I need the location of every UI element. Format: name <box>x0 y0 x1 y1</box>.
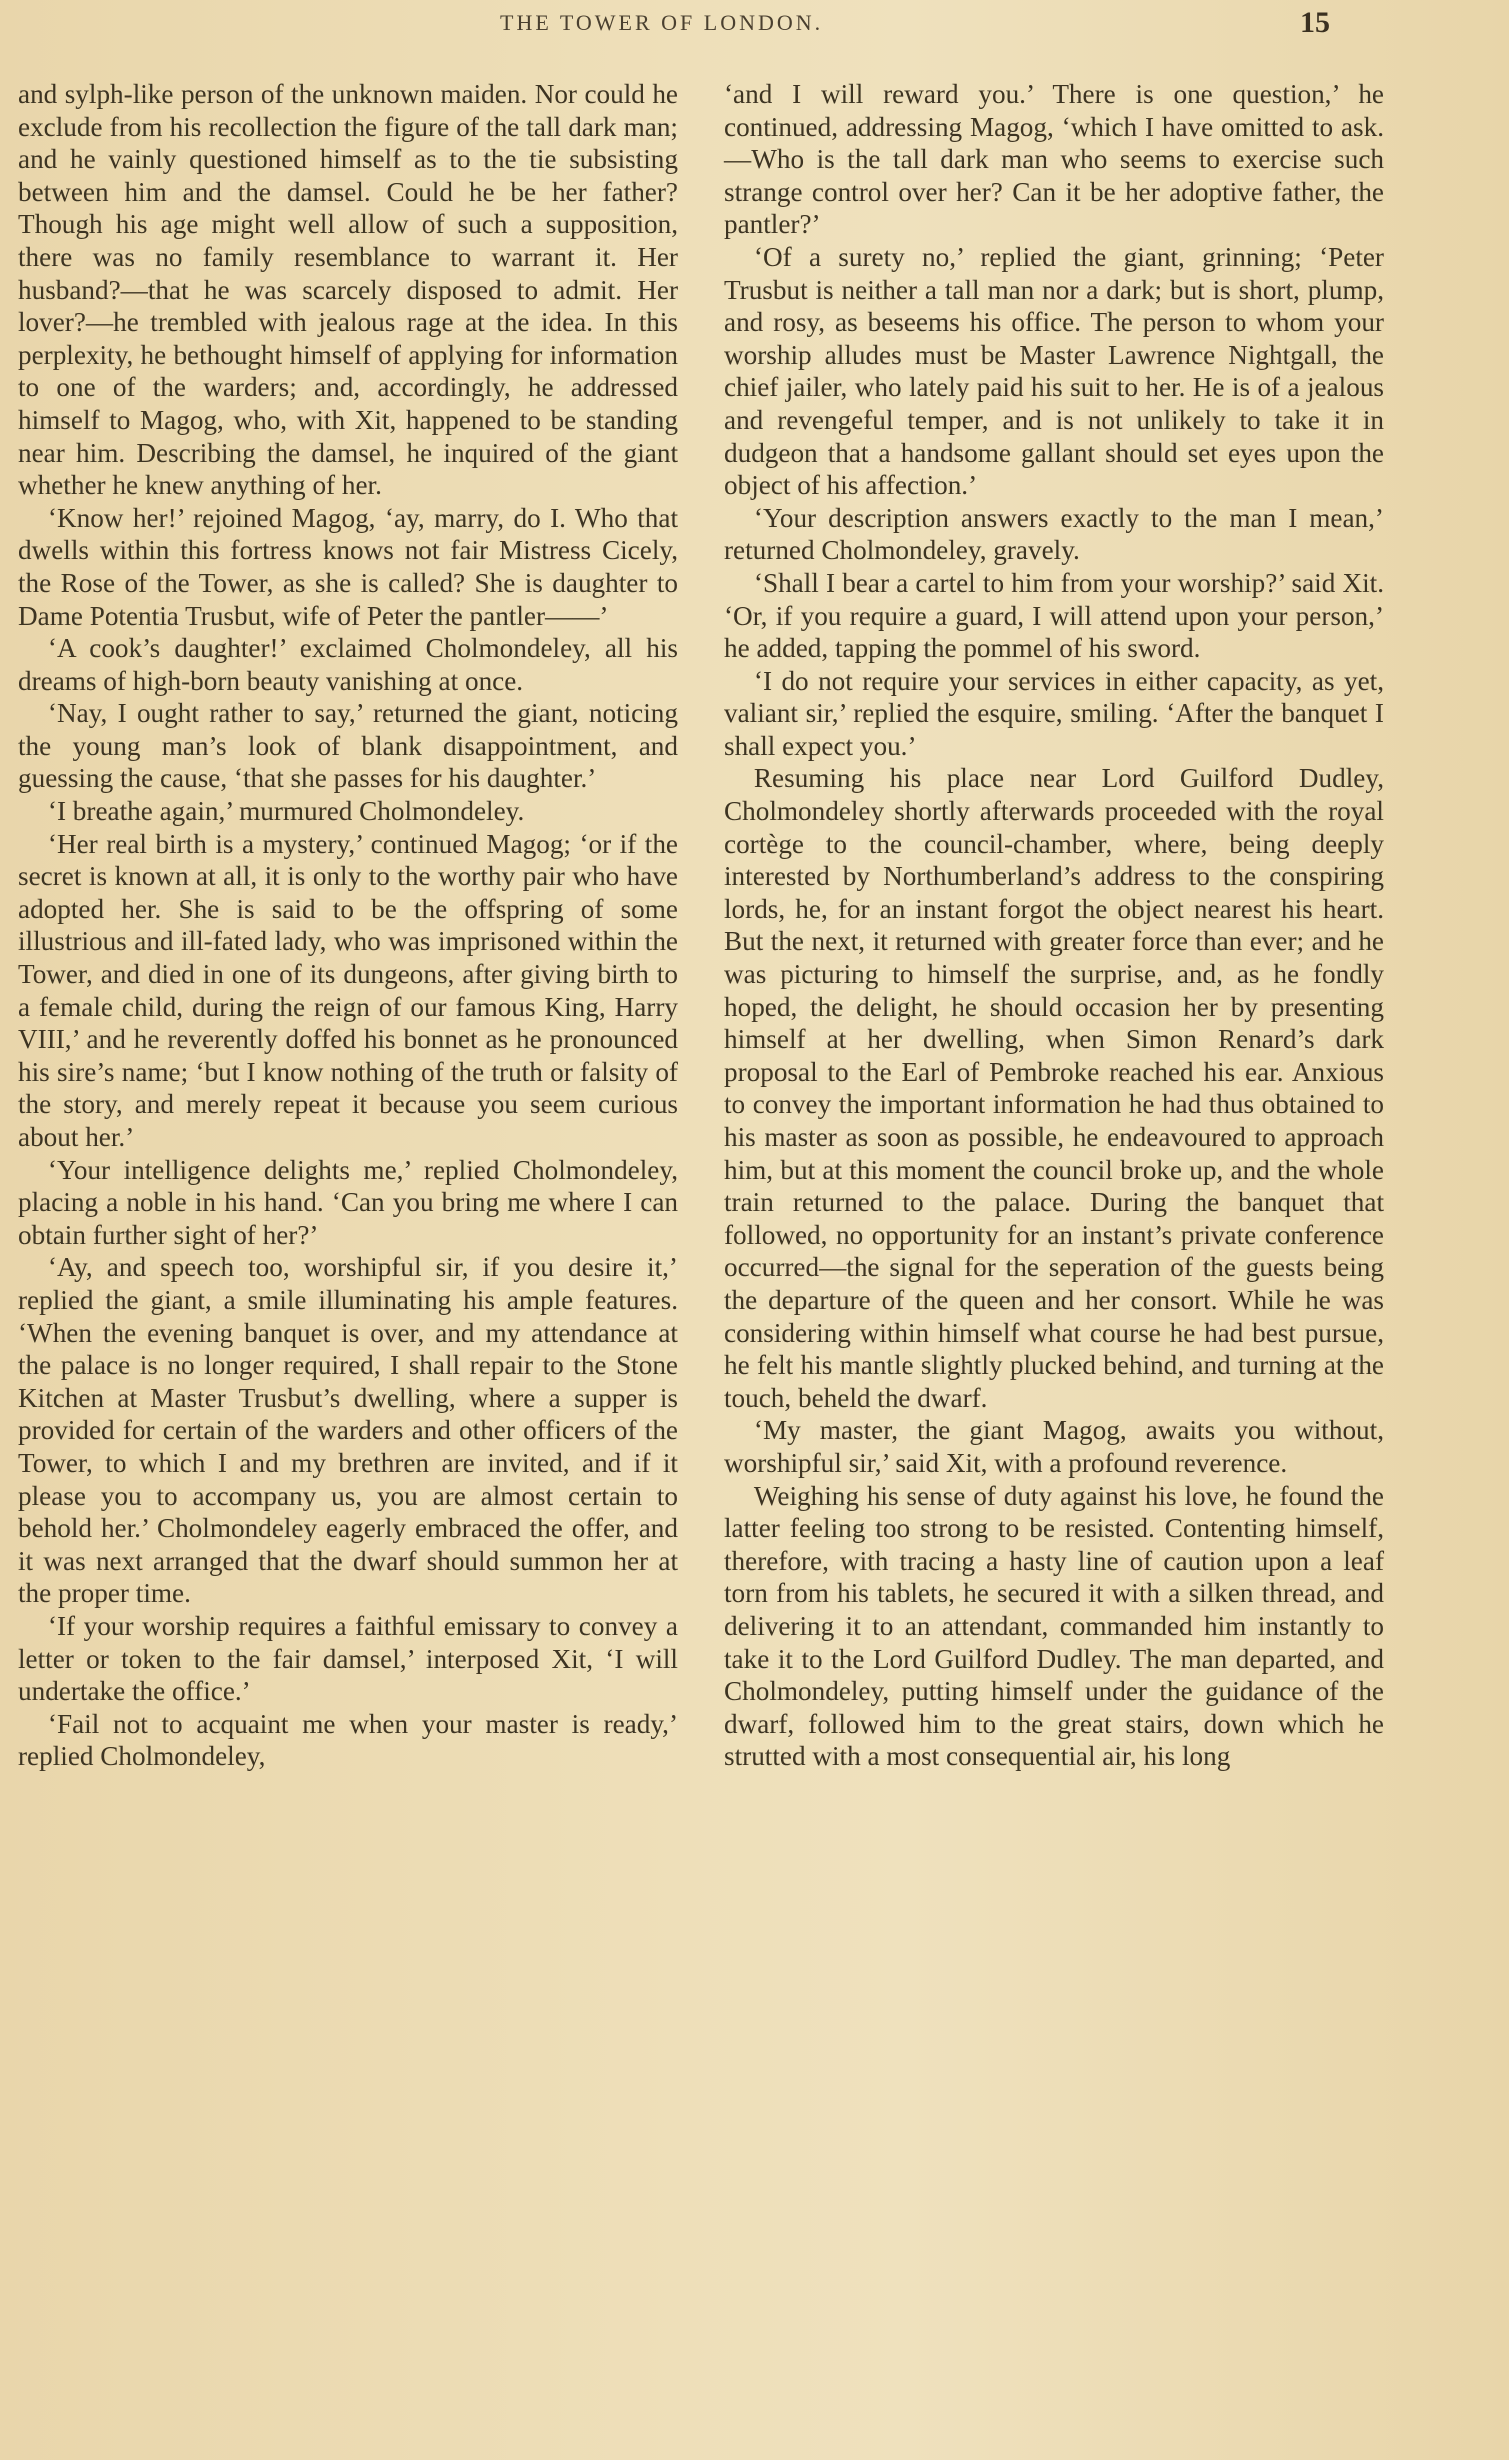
running-title: THE TOWER OF LONDON. <box>500 10 824 35</box>
paragraph: ‘Shall I bear a cartel to him from your worship?’ said Xit. ‘Or, if you require a guard, I will attend upon your person,’ he added, tapping the pommel of his sword. <box>724 567 1384 664</box>
paragraph: ‘Ay, and speech too, worshipful sir, if you desire it,’ replied the giant, a smile illuminating his ample features. ‘When the evening banquet is over, and my attendance at the palace is no longer required, I shall repair to the Stone Kitchen at Master Trusbut’s dwelling, where a supper is provided for certain of the warders and other officers of the Tower, to which I and my brethren are invited, and if it please you to accompany us, you are almost certain to behold her.’ Cholmondeley eagerly embraced the offer, and it was next arranged that the dwarf should summon her at the proper time. <box>18 1252 678 1609</box>
page-header <box>0 6 1509 44</box>
paragraph: Resuming his place near Lord Guilford Dudley, Cholmondeley shortly afterwards proceeded with the royal cortège to the council-chamber, where, being deeply interested by Northumberland’s address to the conspiring lords, he, for an instant forgot the object nearest his heart. But the next, it returned with greater force than ever; and he was picturing to himself the surprise, and, as he fondly hoped, the delight, he should occasion her by presenting himself at her dwelling, when Simon Renard’s dark proposal to the Earl of Pembroke reached his ear. Anxious to convey the important information he had thus obtained to his master as soon as possible, he endeavoured to approach him, but at this moment the council broke up, and the whole train returned to the palace. During the banquet that followed, no opportunity for an instant’s private conference occurred—the signal for the seperation of the guests being the departure of the queen and her consort. While he was considering within himself what course he had best pursue, he felt his mantle slightly plucked behind, and turning at the touch, beheld the dwarf. <box>724 763 1384 1413</box>
right-column <box>724 78 1384 1773</box>
paragraph: ‘and I will reward you.’ There is one question,’ he continued, addressing Magog, ‘which I have omitted to ask.—Who is the tall dark man who seems to exercise such strange control over her? Can it be her adoptive father, the pantler?’ <box>724 79 1384 240</box>
paragraph: ‘Your description answers exactly to the man I mean,’ returned Cholmondeley, gravely. <box>724 502 1384 566</box>
paragraph: ‘Know her!’ rejoined Magog, ‘ay, marry, do I. Who that dwells within this fortress knows not fair Mistress Cicely, the Rose of the Tower, as she is called? She is daughter to Dame Potentia Trusbut, wife of Peter the pantler——’ <box>18 502 678 631</box>
paragraph: ‘Her real birth is a mystery,’ continued Magog; ‘or if the secret is known at all, it is only to the worthy pair who have adopted her. She is said to be the offspring of some illustrious and ill-fated lady, who was imprisoned within the Tower, and died in one of its dungeons, after giving birth to a female child, during the reign of our famous King, Harry VIII,’ and he reverently doffed his bonnet as he pronounced his sire’s name; ‘but I know nothing of the truth or falsity of the story, and merely repeat it because you seem curious about her.’ <box>18 828 678 1152</box>
paragraph: ‘If your worship requires a faithful emissary to convey a letter or token to the fair damsel,’ interposed Xit, ‘I will undertake the office.’ <box>18 1610 678 1707</box>
paragraph: ‘Nay, I ought rather to say,’ returned the giant, noticing the young man’s look of blank disappointment, and guessing the cause, ‘that she passes for his daughter.’ <box>18 698 678 794</box>
paragraph: Weighing his sense of duty against his love, he found the latter feeling too strong to be resisted. Contenting himself, therefore, with tracing a hasty line of caution upon a leaf torn from his tablets, he secured it with a silken thread, and delivering it to an attendant, commanded him instantly to take it to the Lord Guilford Dudley. The man departed, and Cholmondeley, putting himself under the guidance of the dwarf, followed him to the great stairs, down which he strutted with a most consequential air, his long <box>724 1480 1384 1772</box>
paragraph: ‘I breathe again,’ murmured Cholmondeley. <box>47 796 525 827</box>
paragraph: ‘A cook’s daughter!’ exclaimed Cholmondeley, all his dreams of high-born beauty vanishing at once. <box>18 633 678 696</box>
paragraph: ‘I do not require your services in either capacity, as yet, valiant sir,’ replied the esquire, smiling. ‘After the banquet I shall expect you.’ <box>724 665 1384 761</box>
left-column <box>18 78 678 1773</box>
paragraph: and sylph-like person of the unknown maiden. Nor could he exclude from his recollection the figure of the tall dark man; and he vainly questioned himself as to the tie subsisting between him and the damsel. Could he be her father? Though his age might well allow of such a supposition, there was no family resemblance to warrant it. Her husband?—that he was scarcely disposed to admit. Her lover?—he trembled with jealous rage at the idea. In this perplexity, he bethought himself of applying for information to one of the warders; and, accordingly, he addressed himself to Magog, who, with Xit, happened to be standing near him. Describing the damsel, he inquired of the giant whether he knew anything of her. <box>18 79 678 501</box>
paragraph: ‘Of a surety no,’ replied the giant, grinning; ‘Peter Trusbut is neither a tall man nor a dark; but is short, plump, and rosy, as beseems his office. The person to whom your worship alludes must be Master Lawrence Nightgall, the chief jailer, who lately paid his suit to her. He is of a jealous and revengeful temper, and is not unlikely to take it in dudgeon that a handsome gallant should set eyes upon the object of his affection.’ <box>724 241 1384 501</box>
paragraph: ‘Fail not to acquaint me when your master is ready,’ replied Cholmondeley, <box>18 1708 678 1772</box>
paragraph: ‘My master, the giant Magog, awaits you without, worshipful sir,’ said Xit, with a profound reverence. <box>724 1415 1384 1478</box>
paragraph: ‘Your intelligence delights me,’ replied Cholmondeley, placing a noble in his hand. ‘Can you bring me where I can obtain further sight of her?’ <box>18 1154 678 1250</box>
page-number: 15 <box>1300 6 1330 39</box>
